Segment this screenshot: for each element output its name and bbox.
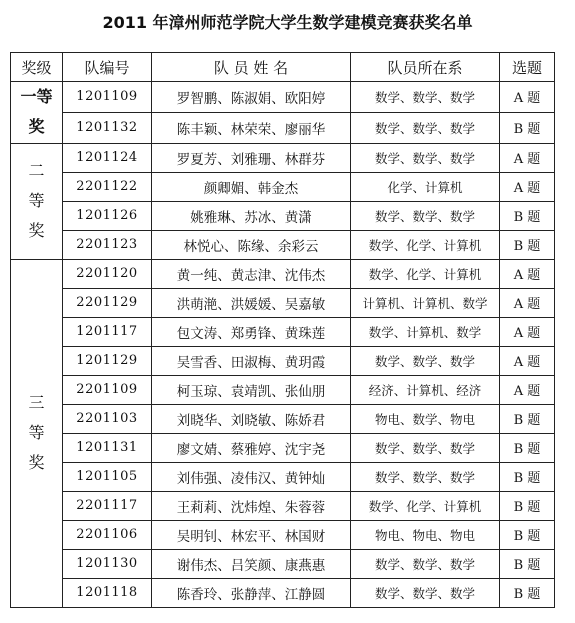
topic-cell: A 题 — [500, 375, 555, 404]
topic-cell: B 题 — [500, 520, 555, 549]
topic-cell: B 题 — [500, 230, 555, 259]
table-row — [11, 549, 555, 578]
team-id-cell: 2201106 — [63, 520, 152, 549]
member-names-cell: 洪萌滟、洪媛媛、吴嘉敏 — [152, 288, 351, 317]
team-id-cell: 2201122 — [63, 172, 152, 201]
member-depts-cell: 化学、计算机 — [351, 172, 500, 201]
award-level-char: 奖 — [28, 221, 45, 241]
topic-cell: B 题 — [500, 491, 555, 520]
member-depts-cell: 数学、数学、数学 — [351, 578, 500, 607]
member-names-cell: 刘晓华、刘晓敏、陈娇君 — [152, 404, 351, 433]
topic-cell: A 题 — [500, 288, 555, 317]
member-names-cell: 谢伟杰、吕笑颜、康燕惠 — [152, 549, 351, 578]
member-names-cell: 黄一纯、黄志津、沈伟杰 — [152, 259, 351, 288]
award-level-char: 二 — [28, 160, 45, 180]
member-depts-cell: 数学、数学、数学 — [351, 346, 500, 375]
award-level-char: 奖 — [28, 117, 45, 137]
member-names-cell: 罗智鹏、陈淑娟、欧阳婷 — [152, 82, 351, 113]
member-names-cell: 刘伟强、凌伟汉、黄钟灿 — [152, 462, 351, 491]
member-names-cell: 廖文婧、蔡雅婷、沈宇尧 — [152, 433, 351, 462]
table-row — [11, 82, 555, 113]
member-depts-cell: 物电、数学、物电 — [351, 404, 500, 433]
member-depts-cell: 数学、化学、计算机 — [351, 259, 500, 288]
member-names-cell: 陈丰颖、林荣荣、廖丽华 — [152, 112, 351, 143]
table-row — [11, 259, 555, 288]
header-names: 队 员 姓 名 — [152, 53, 351, 82]
topic-cell: B 题 — [500, 404, 555, 433]
member-names-cell: 姚雅琳、苏冰、黄潇 — [152, 201, 351, 230]
member-depts-cell: 数学、数学、数学 — [351, 112, 500, 143]
header-row — [11, 53, 555, 82]
table-row — [11, 375, 555, 404]
team-id-cell: 1201118 — [63, 578, 152, 607]
topic-cell: A 题 — [500, 143, 555, 172]
member-depts-cell: 数学、数学、数学 — [351, 549, 500, 578]
team-id-cell: 1201130 — [63, 549, 152, 578]
table-row — [11, 317, 555, 346]
award-level-char: 等 — [28, 423, 45, 443]
award-level-cell — [11, 143, 63, 259]
member-depts-cell: 数学、化学、计算机 — [351, 491, 500, 520]
topic-cell: A 题 — [500, 346, 555, 375]
member-names-cell: 包文涛、郑勇锋、黄珠莲 — [152, 317, 351, 346]
member-depts-cell: 数学、数学、数学 — [351, 143, 500, 172]
member-depts-cell: 数学、数学、数学 — [351, 82, 500, 113]
member-depts-cell: 计算机、计算机、数学 — [351, 288, 500, 317]
member-names-cell: 罗夏芳、刘雅珊、林群芬 — [152, 143, 351, 172]
team-id-cell: 2201109 — [63, 375, 152, 404]
member-names-cell: 颜卿媚、韩金杰 — [152, 172, 351, 201]
team-id-cell: 1201117 — [63, 317, 152, 346]
table-row — [11, 230, 555, 259]
topic-cell: B 题 — [500, 201, 555, 230]
topic-cell: B 题 — [500, 112, 555, 143]
topic-cell: A 题 — [500, 259, 555, 288]
topic-cell: B 题 — [500, 549, 555, 578]
member-names-cell: 林悦心、陈缘、余彩云 — [152, 230, 351, 259]
topic-cell: B 题 — [500, 433, 555, 462]
member-names-cell: 陈香玲、张静萍、江静圆 — [152, 578, 351, 607]
table-row — [11, 172, 555, 201]
table-row — [11, 404, 555, 433]
member-names-cell: 王莉莉、沈炜煌、朱蓉蓉 — [152, 491, 351, 520]
team-id-cell: 1201129 — [63, 346, 152, 375]
topic-cell: A 题 — [500, 172, 555, 201]
member-depts-cell: 物电、物电、物电 — [351, 520, 500, 549]
team-id-cell: 2201117 — [63, 491, 152, 520]
team-id-cell: 1201132 — [63, 112, 152, 143]
member-depts-cell: 数学、数学、数学 — [351, 201, 500, 230]
member-depts-cell: 经济、计算机、经济 — [351, 375, 500, 404]
member-depts-cell: 数学、数学、数学 — [351, 433, 500, 462]
member-depts-cell: 数学、计算机、数学 — [351, 317, 500, 346]
team-id-cell: 2201120 — [63, 259, 152, 288]
topic-cell: B 题 — [500, 462, 555, 491]
table-row — [11, 491, 555, 520]
header-topic: 选题 — [500, 53, 555, 82]
team-id-cell: 1201131 — [63, 433, 152, 462]
table-row — [11, 112, 555, 143]
header-level: 奖级 — [11, 53, 63, 82]
table-row — [11, 346, 555, 375]
table-body — [11, 82, 555, 608]
team-id-cell: 1201109 — [63, 82, 152, 113]
topic-cell: A 题 — [500, 317, 555, 346]
topic-cell: A 题 — [500, 82, 555, 113]
award-level-char: 一等 — [20, 87, 53, 106]
team-id-cell: 1201124 — [63, 143, 152, 172]
team-id-cell: 1201126 — [63, 201, 152, 230]
header-depts: 队员所在系 — [351, 53, 500, 82]
award-level-cell — [11, 82, 63, 144]
table-row — [11, 201, 555, 230]
award-table — [10, 52, 555, 608]
table-row — [11, 578, 555, 607]
table-row — [11, 520, 555, 549]
table-row — [11, 462, 555, 491]
member-names-cell: 柯玉琼、袁靖凯、张仙朋 — [152, 375, 351, 404]
header-team: 队编号 — [63, 53, 152, 82]
team-id-cell: 1201105 — [63, 462, 152, 491]
team-id-cell: 2201103 — [63, 404, 152, 433]
table-row — [11, 143, 555, 172]
member-names-cell: 吴明钊、林宏平、林国财 — [152, 520, 351, 549]
award-level-cell — [11, 259, 63, 607]
table-row — [11, 433, 555, 462]
member-names-cell: 吴雪香、田淑梅、黄玥霞 — [152, 346, 351, 375]
page-title: 2011 年漳州师范学院大学生数学建模竞赛获奖名单 — [102, 13, 473, 32]
team-id-cell: 2201129 — [63, 288, 152, 317]
table-row — [11, 288, 555, 317]
award-level-char: 奖 — [28, 453, 45, 473]
team-id-cell: 2201123 — [63, 230, 152, 259]
member-depts-cell: 数学、数学、数学 — [351, 462, 500, 491]
award-level-char: 三 — [28, 392, 45, 412]
member-depts-cell: 数学、化学、计算机 — [351, 230, 500, 259]
award-level-char: 等 — [28, 191, 45, 211]
topic-cell: B 题 — [500, 578, 555, 607]
